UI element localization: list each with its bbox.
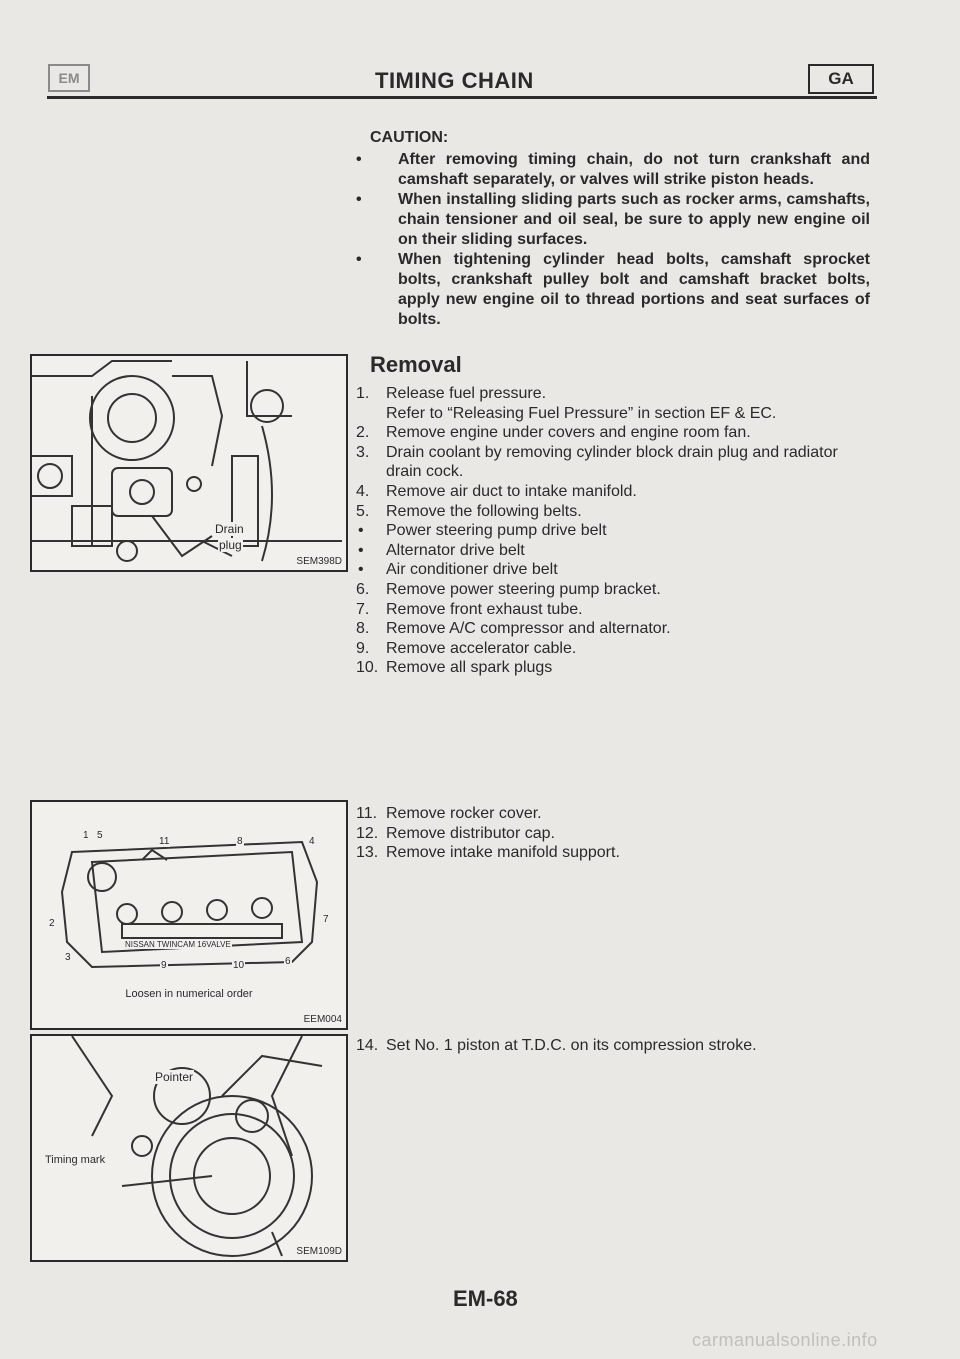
page-title: TIMING CHAIN — [375, 68, 534, 93]
step-text: Release fuel pressure. — [386, 385, 547, 402]
step-item — [356, 804, 876, 824]
step-number: 14. — [356, 1037, 379, 1054]
step-item — [356, 824, 876, 844]
step-bullet — [356, 560, 876, 580]
step-number: 7. — [356, 600, 370, 618]
step-item — [356, 384, 876, 404]
bolt-number: 7 — [323, 914, 329, 925]
step-item — [356, 1036, 876, 1056]
label-drain: Drain — [215, 522, 244, 536]
step-item — [356, 502, 876, 522]
section-title-removal: Removal — [370, 352, 462, 377]
caution-item: • After removing timing chain, do not turn crankshaft and camshaft separately, or valves will strike piston heads. — [370, 150, 870, 190]
bolt-number: 1 — [83, 830, 89, 841]
step-item — [356, 619, 876, 639]
bolt-number: 4 — [309, 836, 315, 847]
step-text: Remove intake manifold support. — [386, 844, 620, 862]
bolt-number: 5 — [97, 830, 103, 841]
section-tag-right: GA — [808, 64, 874, 94]
step-item — [356, 600, 876, 620]
figure-code: EEM004 — [303, 1014, 342, 1025]
step-number: 4. — [356, 482, 370, 500]
step-number: 13. — [356, 844, 379, 862]
bolt-number: 6 — [285, 956, 291, 967]
figure-code: SEM398D — [296, 556, 342, 567]
step-bullet — [356, 541, 876, 561]
section-tag-left: EM — [48, 64, 90, 92]
step-text: Remove air duct to intake manifold. — [386, 482, 637, 500]
step-bullet — [356, 521, 876, 541]
bolt-number: 8 — [237, 836, 243, 847]
page-number: EM-68 — [453, 1286, 518, 1311]
bolt-number: 9 — [161, 960, 167, 971]
figure-rocker-cover — [30, 800, 348, 1030]
step-text: Remove engine under covers and engine room fan. — [386, 424, 751, 442]
figure-code: SEM109D — [296, 1246, 342, 1257]
caution-item: • When installing sliding parts such as rocker arms, camshafts, chain tensioner and oil seal, be sure to apply new engine oil on their sliding surfaces. — [370, 190, 870, 250]
step-number: 2. — [356, 424, 370, 442]
figure-caption: Loosen in numerical order — [125, 988, 253, 1000]
step-item — [356, 580, 876, 600]
step-number: 12. — [356, 824, 379, 842]
bolt-number: 11 — [159, 836, 170, 847]
step-text: Drain coolant by removing cylinder block drain plug and radiator drain cock. — [386, 443, 838, 481]
step-item — [356, 658, 876, 678]
header-rule — [47, 96, 877, 99]
removal-steps-part1 — [356, 384, 876, 678]
step-text: Remove accelerator cable. — [386, 639, 577, 657]
engine-block-drawing — [32, 356, 346, 570]
step-item — [356, 482, 876, 502]
step-item — [356, 423, 876, 443]
step-text: Remove rocker cover. — [386, 805, 542, 822]
step-item — [356, 404, 876, 424]
step-number: • — [358, 541, 364, 559]
step-number: 10. — [356, 659, 379, 677]
removal-steps-part3 — [356, 1036, 876, 1056]
step-item — [356, 843, 876, 863]
step-text: Remove the following belts. — [386, 502, 582, 520]
step-number: 9. — [356, 639, 370, 657]
figure-timing-mark — [30, 1034, 348, 1262]
step-number: 3. — [356, 443, 370, 461]
watermark: carmanualsonline.info — [692, 1330, 878, 1350]
label-plug: plug — [219, 538, 242, 552]
step-text: Remove front exhaust tube. — [386, 600, 583, 618]
caution-block — [370, 128, 870, 330]
label-timing-mark: Timing mark — [45, 1154, 106, 1166]
step-text: Air conditioner drive belt — [386, 561, 558, 579]
step-text: Remove A/C compressor and alternator. — [386, 620, 671, 638]
step-number: 5. — [356, 502, 370, 520]
step-item — [356, 639, 876, 659]
step-text: Remove power steering pump bracket. — [386, 580, 661, 598]
step-number: 6. — [356, 580, 370, 598]
step-number: 11. — [356, 805, 378, 822]
caution-item: • When tightening cylinder head bolts, camshaft sprocket bolts, crankshaft pulley bolt and camshaft bracket bolts, apply new engine oil to thread portions and seat surfaces of bolts. — [370, 250, 870, 330]
caution-title: CAUTION: — [370, 129, 449, 146]
bolt-number: 2 — [49, 918, 55, 929]
step-text: Remove distributor cap. — [386, 824, 555, 842]
step-number: 1. — [356, 385, 370, 402]
cover-badge: NISSAN TWINCAM 16VALVE — [125, 940, 231, 949]
removal-steps-part2 — [356, 804, 876, 863]
figure-drain-plug — [30, 354, 348, 572]
step-number: • — [358, 522, 364, 540]
bolt-number: 10 — [233, 960, 245, 971]
step-text: Remove all spark plugs — [386, 659, 553, 677]
bolt-number: 3 — [65, 952, 71, 963]
step-text: Power steering pump drive belt — [386, 522, 607, 540]
step-item — [356, 443, 876, 482]
step-number: 8. — [356, 620, 370, 638]
label-pointer: Pointer — [155, 1070, 194, 1084]
step-text: Refer to “Releasing Fuel Pressure” in section EF & EC. — [386, 404, 777, 422]
step-text: Alternator drive belt — [386, 541, 525, 559]
step-text: Set No. 1 piston at T.D.C. on its compression stroke. — [386, 1037, 757, 1054]
step-number: • — [358, 561, 364, 579]
